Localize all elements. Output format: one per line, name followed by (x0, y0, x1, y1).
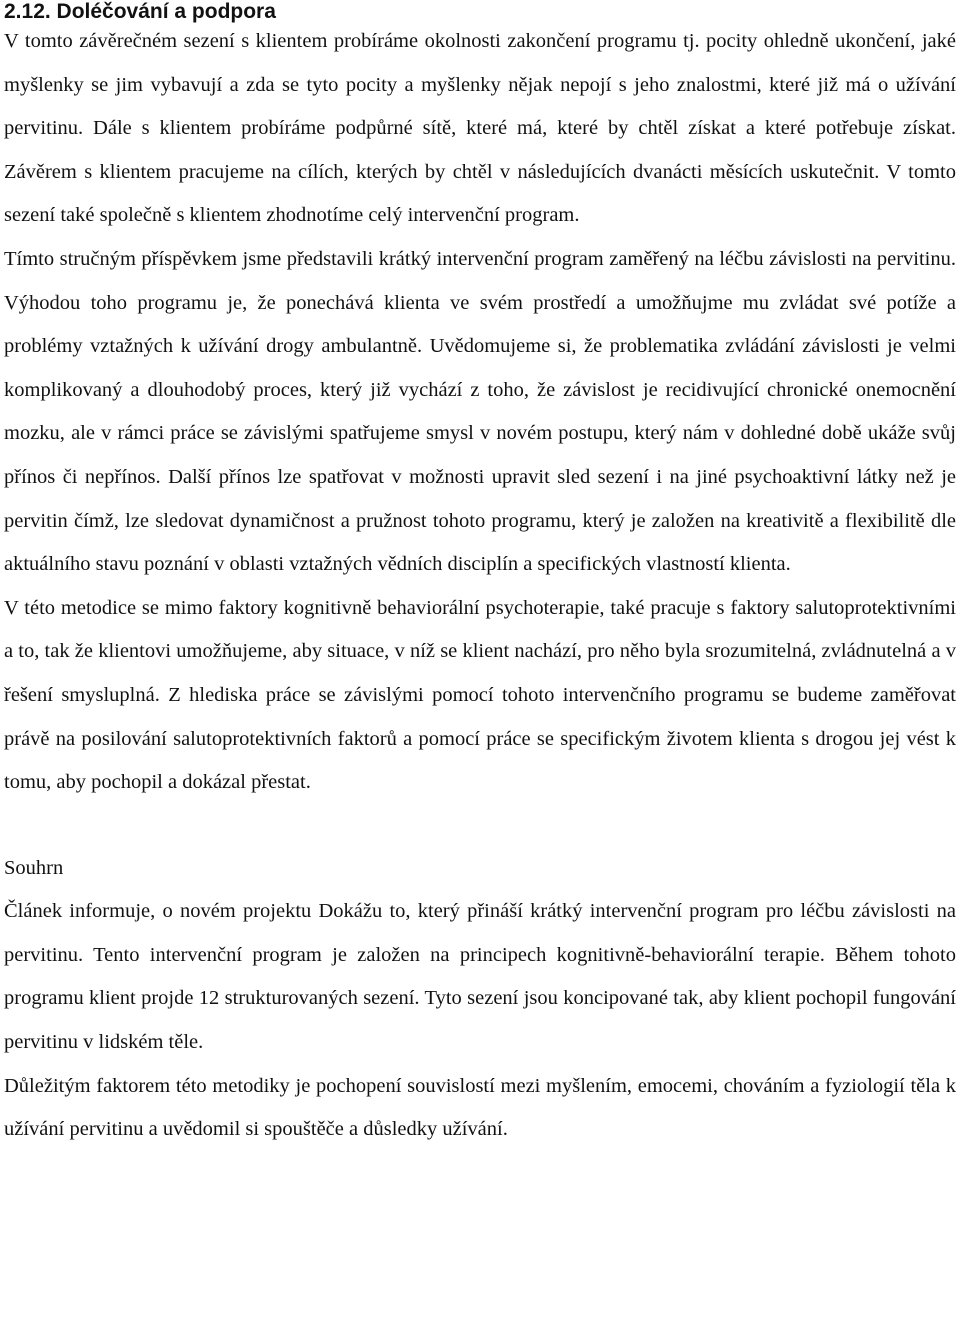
summary-title: Souhrn (4, 856, 64, 879)
section-heading: 2.12. Doléčování a podpora (4, 0, 276, 23)
document-page (4, 0, 956, 1152)
section-spacer (4, 805, 956, 847)
paragraph-program-summary: Tímto stručným příspěvkem jsme představili krátký intervenční program zaměřený na léčbu závislosti na pervitinu. Výhodou toho programu je, že ponechává klienta ve svém prostředí a umožňujme mu zvládat své potíže a problémy vztažných k užívání drogy ambulantně. Uvědomujeme si, že problematika zvládání závislosti je velmi komplikovaný a dlouhodobý proces, který již vychází z toho, že závislost je recidivující chronické onemocnění mozku, ale v rámci práce se závislými spatřujeme smysl v novém postupu, který nám v dohledné době ukáže svůj přínos či nepřínos. Další přínos lze spatřovat v možnosti upravit sled sezení i na jiné psychoaktivní látky než je pervitin čímž, lze sledovat dynamičnost a pružnost tohoto programu, který je založen na kreativitě a flexibilitě dle aktuálního stavu poznání v oblasti vztažných vědních disciplín a specifických vlastností klienta. (4, 247, 956, 576)
paragraph-closing-session: V tomto závěrečném sezení s klientem probíráme okolnosti zakončení programu tj. pocity ohledně ukončení, jaké myšlenky se jim vybavují a zda se tyto pocity a myšlenky nějak nepojí s jeho znalostmi, které již má o užívání pervitinu. Dále s klientem probíráme podpůrné sítě, které má, které by chtěl získat a které potřebuje získat. Závěrem s klientem pracujeme na cílích, kterých by chtěl v následujících dvanácti měsících uskutečnit. V tomto sezení také společně s klientem zhodnotíme celý intervenční program. (4, 30, 956, 227)
summary-paragraph: Článek informuje, o novém projektu Dokážu to, který přináší krátký intervenční program pro léčbu závislosti na pervitinu. Tento intervenční program je založen na principech kognitivně-behaviorální terapie. Během tohoto programu klient projde 12 strukturovaných sezení. Tyto sezení jsou koncipované tak, aby klient pochopil fungování pervitinu v lidském těle. (4, 900, 956, 1054)
summary-paragraph-key-factor: Důležitým faktorem této metodiky je pochopení souvislostí mezi myšlením, emocemi, chováním a fyziologií těla k užívání pervitinu a uvědomil si spouštěče a důsledky užívání. (4, 1074, 956, 1141)
paragraph-salutoprotective: V této metodice se mimo faktory kognitivně behaviorální psychoterapie, také pracuje s faktory salutoprotektivními a to, tak že klientovi umožňujeme, aby situace, v níž se klient nachází, pro něho byla srozumitelná, zvládnutelná a v řešení smysluplná. Z hlediska práce se závislými pomocí tohoto intervenčního programu se budeme zaměřovat právě na posilování salutoprotektivních faktorů a pomocí práce se specifickým životem klienta s drogou jej vést k tomu, aby pochopil a dokázal přestat. (4, 596, 956, 794)
